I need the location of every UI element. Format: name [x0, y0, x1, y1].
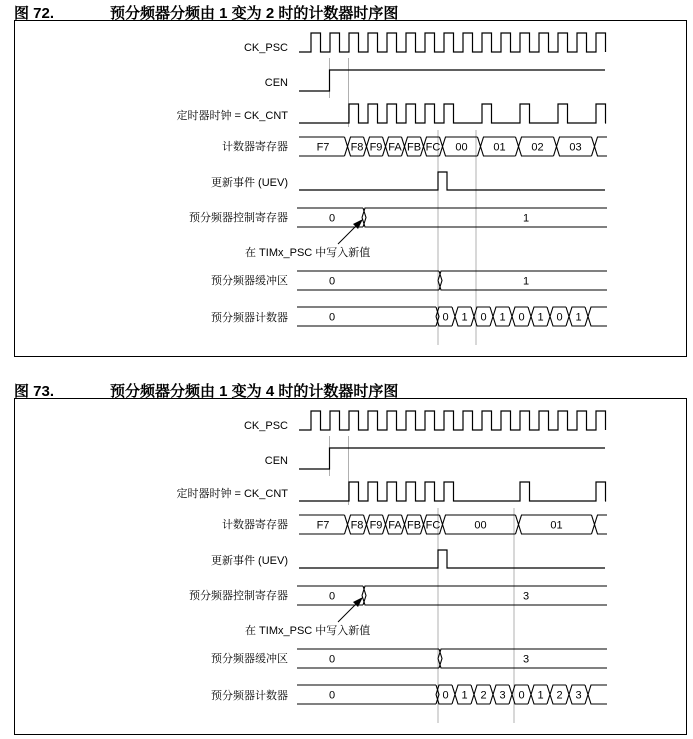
signal-label-ck-cnt: 定时器时钟 = CK_CNT — [176, 488, 288, 500]
ck-psc-waveform — [299, 411, 606, 430]
psc-counter-value: 0 — [480, 311, 487, 324]
psc-counter-value: 1 — [461, 689, 468, 702]
figure-frame — [15, 399, 687, 735]
psc-counter-value: 0 — [556, 311, 563, 324]
signal-label-cen: CEN — [264, 77, 288, 89]
psc-counter-edge — [528, 685, 531, 704]
psc-counter-value: 1 — [575, 311, 582, 324]
counter-register-value: 00 — [455, 141, 468, 154]
figure-number: 图 72. — [14, 5, 55, 22]
figure-title: 预分频器分频由 1 变为 4 时的计数器时序图 — [110, 383, 399, 400]
counter-register-value: F7 — [316, 519, 330, 532]
counter-register-edge — [364, 515, 367, 534]
psc-counter-value: 1 — [537, 689, 544, 702]
signal-label-annotation: 在 TIMx_PSC 中写入新值 — [245, 247, 371, 259]
counter-register-edge — [595, 525, 608, 535]
counter-register-value: FB — [406, 141, 422, 154]
psc-buffer-value: 0 — [328, 653, 336, 666]
counter-register-value: F8 — [350, 519, 364, 532]
psc-counter-value: 2 — [556, 689, 563, 702]
psc-control-register-value: 0 — [328, 590, 336, 603]
psc-counter-edge — [490, 685, 493, 704]
psc-control-register-value: 3 — [522, 590, 530, 603]
cen-waveform — [299, 448, 605, 469]
signal-label-ck-cnt: 定时器时钟 = CK_CNT — [176, 110, 288, 122]
signal-label-psc-counter: 预分频器计数器 — [211, 312, 288, 324]
counter-register-value: 00 — [474, 519, 487, 532]
signal-label-uev: 更新事件 (UEV) — [211, 177, 288, 189]
signal-label-uev: 更新事件 (UEV) — [211, 555, 288, 567]
counter-register-edge — [345, 515, 348, 534]
psc-counter-edge — [471, 685, 474, 704]
signal-label-ck-psc: CK_PSC — [243, 420, 288, 432]
psc-control-register-edge — [362, 586, 607, 596]
psc-counter-value: 0 — [442, 689, 449, 702]
counter-register-value: 03 — [569, 141, 582, 154]
psc-counter-edge — [547, 685, 550, 704]
ck-cnt-waveform — [299, 482, 606, 501]
counter-register-edge — [595, 515, 608, 525]
psc-counter-edge — [566, 685, 569, 704]
psc-counter-value: 0 — [442, 311, 449, 324]
psc-counter-value: 3 — [499, 689, 506, 702]
counter-register-value: F9 — [369, 519, 383, 532]
signal-label-cen: CEN — [264, 455, 288, 467]
counter-register-value: FA — [388, 141, 402, 154]
signal-label-psc-ctrl: 预分频器控制寄存器 — [189, 590, 288, 602]
figure-title: 预分频器分频由 1 变为 2 时的计数器时序图 — [110, 5, 399, 22]
counter-register-value: FC — [425, 141, 441, 154]
psc-counter-value: 0 — [518, 689, 525, 702]
psc-buffer-value: 0 — [328, 275, 336, 288]
psc-control-register-value: 1 — [522, 212, 530, 225]
psc-counter-edge — [588, 695, 607, 705]
psc-counter-value: 1 — [537, 311, 544, 324]
counter-register-value: F9 — [369, 141, 383, 154]
counter-register-edge — [383, 515, 386, 534]
signal-label-psc-buffer: 预分频器缓冲区 — [211, 653, 288, 665]
signal-label-counter-reg: 计数器寄存器 — [222, 141, 288, 153]
signal-label-psc-buffer: 预分频器缓冲区 — [211, 275, 288, 287]
psc-counter-value: 0 — [328, 689, 336, 702]
psc-counter-value: 0 — [518, 311, 525, 324]
counter-register-value: FA — [388, 519, 402, 532]
psc-control-register-value: 0 — [328, 212, 336, 225]
psc-counter-edge — [452, 685, 455, 704]
figure-number: 图 73. — [14, 383, 55, 400]
uev-waveform — [299, 550, 605, 568]
counter-register-value: 01 — [493, 141, 506, 154]
psc-control-register-edge — [362, 596, 607, 606]
counter-register-value: 02 — [531, 141, 544, 154]
psc-counter-value: 3 — [575, 689, 582, 702]
psc-counter-edge — [585, 685, 588, 704]
counter-register-edge — [592, 515, 595, 534]
signal-label-counter-reg: 计数器寄存器 — [222, 519, 288, 531]
signal-label-ck-psc: CK_PSC — [243, 42, 288, 54]
psc-counter-edge — [588, 685, 607, 695]
signal-label-psc-ctrl: 预分频器控制寄存器 — [189, 212, 288, 224]
counter-register-value: F7 — [316, 141, 330, 154]
psc-counter-edge — [509, 685, 512, 704]
counter-register-edge — [402, 515, 405, 534]
psc-counter-value: 0 — [328, 311, 336, 324]
counter-register-value: FB — [406, 519, 422, 532]
counter-register-value: FC — [425, 519, 441, 532]
counter-register-value: F8 — [350, 141, 364, 154]
psc-buffer-value: 3 — [522, 653, 530, 666]
psc-counter-value: 1 — [461, 311, 468, 324]
signal-label-psc-counter: 预分频器计数器 — [211, 690, 288, 702]
psc-counter-value: 1 — [499, 311, 506, 324]
psc-counter-value: 2 — [480, 689, 487, 702]
counter-register-edge — [516, 515, 519, 534]
signal-label-annotation: 在 TIMx_PSC 中写入新值 — [245, 625, 371, 637]
psc-buffer-value: 1 — [522, 275, 530, 288]
counter-register-value: 01 — [550, 519, 563, 532]
